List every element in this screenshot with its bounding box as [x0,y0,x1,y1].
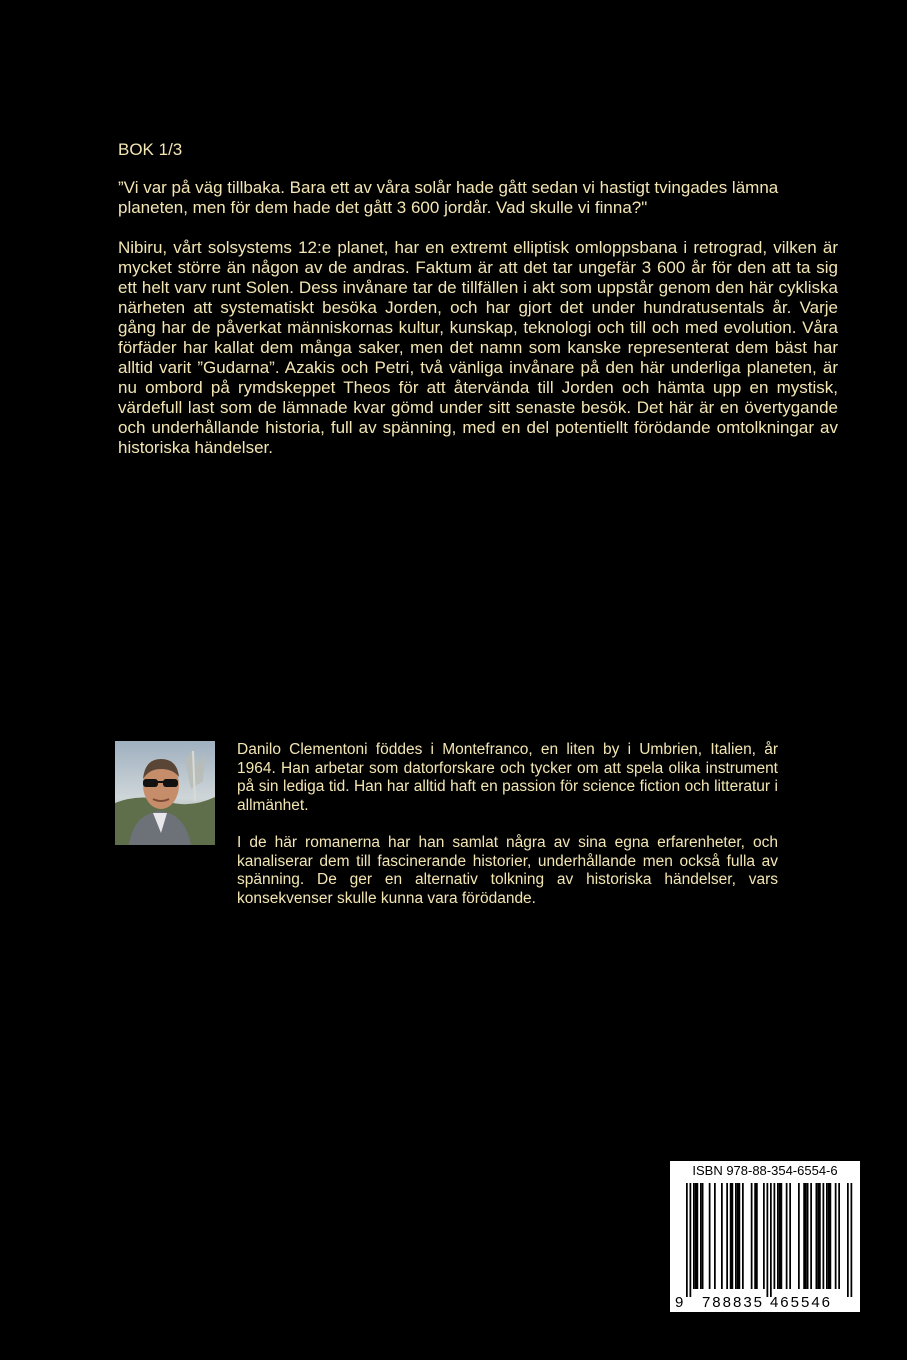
author-bio-paragraph: Danilo Clementoni föddes i Montefranco, en liten by i Umbrien, Italien, år 1964. Han arbetar som datorforskare och tycker om att spela olika instrument på sin lediga tid. Han har alltid haft en passion för science fiction och litteratur i allmänhet. [237,741,778,814]
barcode-bar [819,1183,821,1289]
barcode-bar [721,1183,723,1289]
synopsis-text: Nibiru, vårt solsystems 12:e planet, har en extremt elliptisk omloppsbana i retrograd, vilken är mycket större än någon av de andras. Faktum är att det tar ungefär 3 600 år för den att ta sig ett helt varv runt Solen. Dess invånare tar de tillfällen i akt som uppstår genom den här cykliska närheten att systematiskt besöka Jorden, och har gjort det under hundratusentals år. Varje gång har de påverkat människornas kultur, kunskap, teknologi och till och med evolution. Våra förfäder har kallat dem många saker, men det namn som kanske representerat dem bäst har alltid varit ”Gudarna”. Azakis och Petri, två vänliga invånare på den här underliga planeten, är nu ombord på rymdskeppet Theos för att återvända till Jorden och hämta upp en mystisk, värdefull last som de lämnade kvar gömd under sitt senaste besök. Det här är en övertygande och underhållande historia, full av spänning, med en del potentiellt förödande omtolkningar av historiska händelser. [118,238,838,457]
barcode-bar [779,1183,781,1289]
isbn-barcode [670,1161,860,1312]
barcode-bar [730,1183,732,1289]
barcode-bar [838,1183,840,1289]
barcode-bar [756,1183,758,1289]
back-cover-quote: ”Vi var på väg tillbaka. Bara ett av våra solår hade gått sedan vi hastigt tvingades lämna planeten, men för dem hade det gått 3 600 jordår. Vad skulle vi finna?" [118,178,779,217]
barcode-bar [828,1183,830,1289]
barcode-bar [826,1183,828,1289]
barcode-bar [695,1183,697,1289]
barcode-bar [810,1183,812,1289]
isbn-label: ISBN 978-88-354-6554-6 [692,1163,838,1178]
barcode-bar [816,1183,818,1289]
barcode-bar [751,1183,753,1289]
barcode-bar [774,1183,776,1289]
barcode-bar [770,1183,772,1297]
barcode-bar [697,1183,699,1289]
barcode-bar [823,1183,825,1289]
barcode-bar [732,1183,734,1289]
barcode-bar [805,1183,807,1289]
barcode-bar [789,1183,791,1289]
barcode-icon [670,1161,860,1312]
barcode-bar [830,1183,832,1289]
author-portrait-icon [115,741,215,845]
barcode-bar [781,1183,783,1289]
barcode-bar [835,1183,837,1289]
barcode-bar [847,1183,849,1297]
barcode-bar [739,1183,741,1289]
series-label: BOK 1/3 [118,140,183,159]
barcode-bars [686,1183,852,1297]
barcode-bar [777,1183,779,1289]
barcode-digit-first: 9 [675,1294,684,1311]
barcode-bar [807,1183,809,1289]
barcode-bar [686,1183,688,1297]
barcode-bar [817,1183,819,1289]
barcode-digits-right: 465546 [769,1294,833,1311]
barcode-bar [763,1183,765,1289]
barcode-bar [702,1183,704,1289]
barcode-bar [735,1183,737,1289]
barcode-bar [737,1183,739,1289]
barcode-bar [767,1183,769,1297]
barcode-bar [798,1183,800,1289]
barcode-bar [851,1183,853,1297]
author-bio-paragraph-2: I de här romanerna har han samlat några av sina egna erfarenheter, och kanaliserar dem till fascinerande historier, underhållande men också fulla av spänning. De ger en alternativ tolkning av historiska händelser, vars konsekvenser skulle kunna vara förödande. [237,834,778,907]
barcode-digits-left: 788835 [701,1294,765,1311]
barcode-bar [786,1183,788,1289]
barcode-bar [726,1183,728,1289]
barcode-bar [803,1183,805,1289]
barcode-bar [742,1183,744,1289]
barcode-bar [754,1183,756,1289]
author-photo [115,741,215,845]
barcode-bar [714,1183,716,1289]
barcode-bar [690,1183,692,1297]
barcode-bar [709,1183,711,1289]
barcode-bar [700,1183,702,1289]
barcode-bar [693,1183,695,1289]
